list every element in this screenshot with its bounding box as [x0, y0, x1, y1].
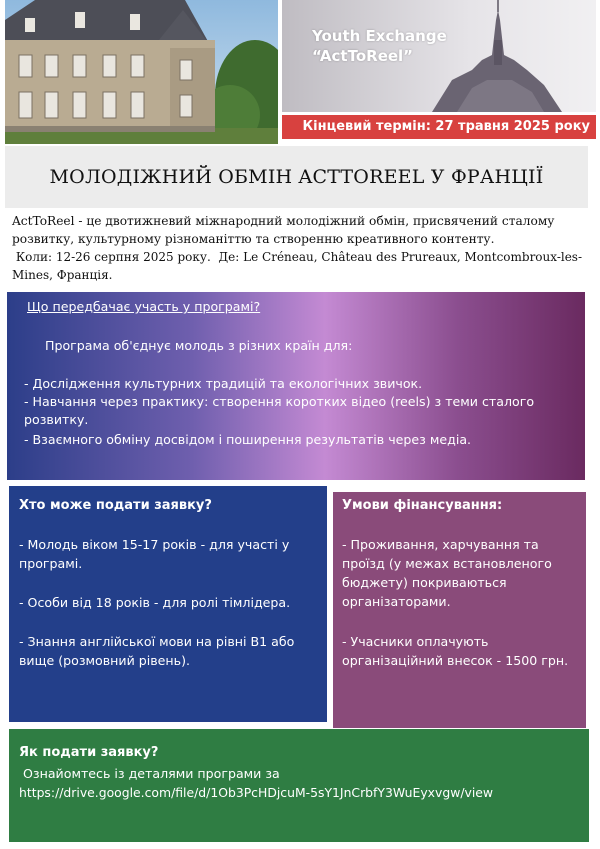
program-intro: Програма об'єднує молодь з різних країн для: — [45, 338, 353, 353]
when-where-line — [12, 249, 597, 284]
program-bullet: - Взаємного обміну досвідом і поширення результатів через медіа. — [24, 432, 472, 447]
banner-title — [312, 26, 447, 66]
where-value-1: Le Créneau, Château des Prureaux, Montcombroux-les- — [243, 250, 583, 264]
funding-box — [333, 492, 586, 728]
apply-link[interactable]: https://drive.google.com/file/d/1Ob3PcHDjcuM-5sY1JnCrbfY3WuEyxvgw/view — [19, 785, 494, 800]
when-value: 12-26 серпня 2025 року. — [55, 250, 211, 264]
program-section — [7, 292, 585, 480]
apply-text: Ознайомтесь із деталями програми за — [23, 766, 280, 781]
intro-paragraph — [12, 213, 592, 248]
eligibility-item: - Особи від 18 років - для ролі тімлідера. — [19, 595, 291, 610]
chateau-photo — [5, 0, 278, 144]
funding-heading: Умови фінансування: — [342, 498, 503, 513]
funding-item: - Учасники оплачують організаційний внесок - 1500 грн. — [342, 634, 569, 668]
banner-title-line1: Youth Exchange — [312, 27, 447, 45]
youth-exchange-banner — [282, 0, 596, 112]
intro-description: ActToReel - це двотижневий міжнародний молодіжний обмін, присвячений сталому розвитку, культурному різноманіттю та створенню креативного контенту. — [12, 214, 555, 246]
chateau-illustration — [5, 0, 278, 144]
apply-section — [9, 729, 589, 842]
eligibility-heading: Хто може подати заявку? — [19, 498, 212, 513]
eligibility-item: - Знання англійської мови на рівні B1 або вище (розмовний рівень). — [19, 634, 295, 668]
page-title: МОЛОДІЖНИЙ ОБМІН ACTTOREEL У ФРАНЦІЇ — [49, 166, 544, 188]
deadline-banner: Кінцевий термін: 27 травня 2025 року — [282, 115, 596, 139]
program-bullet: - Навчання через практику: створення коротких відео (reels) з теми сталого розвитку. — [24, 394, 535, 427]
program-heading: Що передбачає участь у програмі? — [27, 299, 261, 314]
program-bullet: - Дослідження культурних традицій та екологічних звичок. — [24, 376, 423, 391]
banner-title-line2: “ActToReel” — [312, 47, 414, 65]
when-label: Коли: — [15, 250, 53, 264]
where-label: Де: — [218, 250, 240, 264]
where-value-2: Mines, Франція. — [12, 267, 113, 282]
eligibility-item: - Молодь віком 15-17 років - для участі у програмі. — [19, 537, 290, 571]
apply-heading: Як подати заявку? — [19, 745, 159, 760]
funding-item: - Проживання, харчування та проїзд (у межах встановленого бюджету) покриваються організаторами. — [342, 537, 552, 609]
eligibility-box — [9, 486, 327, 722]
